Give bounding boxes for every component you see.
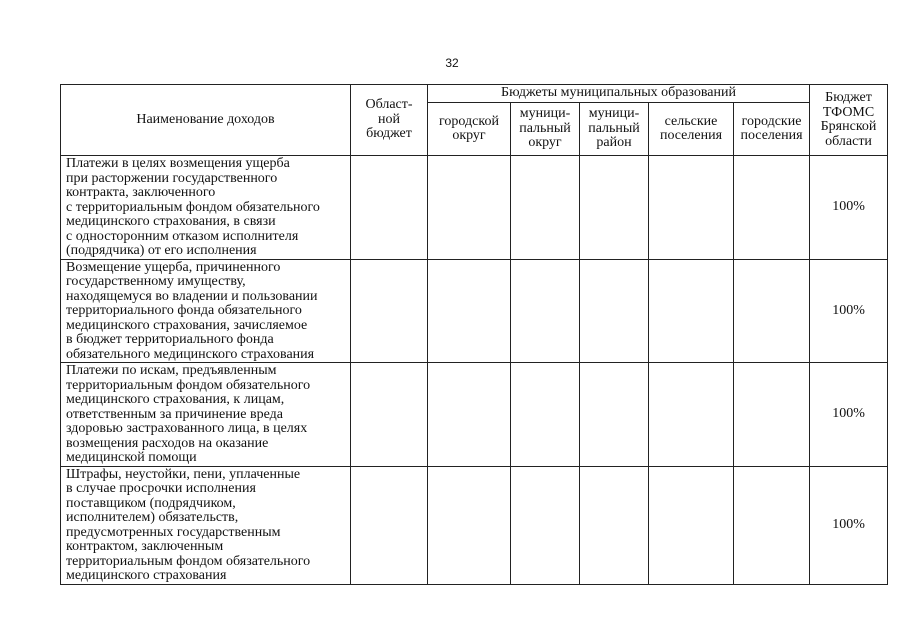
header-city-district: городской округ xyxy=(428,103,511,156)
income-name-cell: Возмещение ущерба, причиненного государственному имуществу, находящемуся во владении и пользовании территориального фонда обязательного медицинского страхования, зачисляемое в бюджет территориального фонда обязательного медицинского страхования xyxy=(61,259,351,363)
regional-budget-cell xyxy=(351,259,428,363)
regional-budget-cell xyxy=(351,363,428,467)
tfoms-budget-cell: 100% xyxy=(810,466,888,584)
regional-budget-cell xyxy=(351,156,428,260)
municipal-area-cell xyxy=(580,156,649,260)
header-tfoms-budget: Бюджет ТФОМС Брянской области xyxy=(810,85,888,156)
municipal-district-cell xyxy=(511,466,580,584)
page-number: 32 xyxy=(445,56,459,70)
header-income-name: Наименование доходов xyxy=(61,85,351,156)
city-district-cell xyxy=(428,156,511,260)
header-municipal-district: муници- пальный округ xyxy=(511,103,580,156)
income-name-cell: Платежи по искам, предъявленным территориальным фондом обязательного медицинского страхования, к лицам, ответственным за причинение вреда здоровью застрахованного лица, в целях возмещения расходов на оказание медицинской помощи xyxy=(61,363,351,467)
header-rural-settlements: сельские поселения xyxy=(649,103,734,156)
city-district-cell xyxy=(428,363,511,467)
rural-settlements-cell xyxy=(649,466,734,584)
urban-settlements-cell xyxy=(734,259,810,363)
regional-budget-cell xyxy=(351,466,428,584)
rural-settlements-cell xyxy=(649,156,734,260)
municipal-area-cell xyxy=(580,363,649,467)
municipal-district-cell xyxy=(511,259,580,363)
rural-settlements-cell xyxy=(649,259,734,363)
urban-settlements-cell xyxy=(734,156,810,260)
table-row xyxy=(61,466,888,584)
table-row xyxy=(61,259,888,363)
municipal-area-cell xyxy=(580,259,649,363)
tfoms-budget-cell: 100% xyxy=(810,363,888,467)
header-urban-settlements: городские поселения xyxy=(734,103,810,156)
tfoms-budget-cell: 100% xyxy=(810,259,888,363)
municipal-district-cell xyxy=(511,363,580,467)
header-municipal-area: муници- пальный район xyxy=(580,103,649,156)
table-row xyxy=(61,363,888,467)
income-distribution-table xyxy=(60,84,888,585)
urban-settlements-cell xyxy=(734,363,810,467)
header-regional-budget: Област- ной бюджет xyxy=(351,85,428,156)
city-district-cell xyxy=(428,466,511,584)
table-row xyxy=(61,156,888,260)
income-name-cell: Штрафы, неустойки, пени, уплаченные в случае просрочки исполнения поставщиком (подрядчиком, исполнителем) обязательств, предусмотренных государственным контрактом, заключенным территориальным фондом обязательного медицинского страхования xyxy=(61,466,351,584)
rural-settlements-cell xyxy=(649,363,734,467)
municipal-area-cell xyxy=(580,466,649,584)
municipal-district-cell xyxy=(511,156,580,260)
tfoms-budget-cell: 100% xyxy=(810,156,888,260)
urban-settlements-cell xyxy=(734,466,810,584)
header-municipal-budgets: Бюджеты муниципальных образований xyxy=(428,85,810,103)
income-name-cell: Платежи в целях возмещения ущерба при расторжении государственного контракта, заключенного с территориальным фондом обязательного медицинского страхования, в связи с односторонним отказом исполнителя (подрядчика) от его исполнения xyxy=(61,156,351,260)
city-district-cell xyxy=(428,259,511,363)
